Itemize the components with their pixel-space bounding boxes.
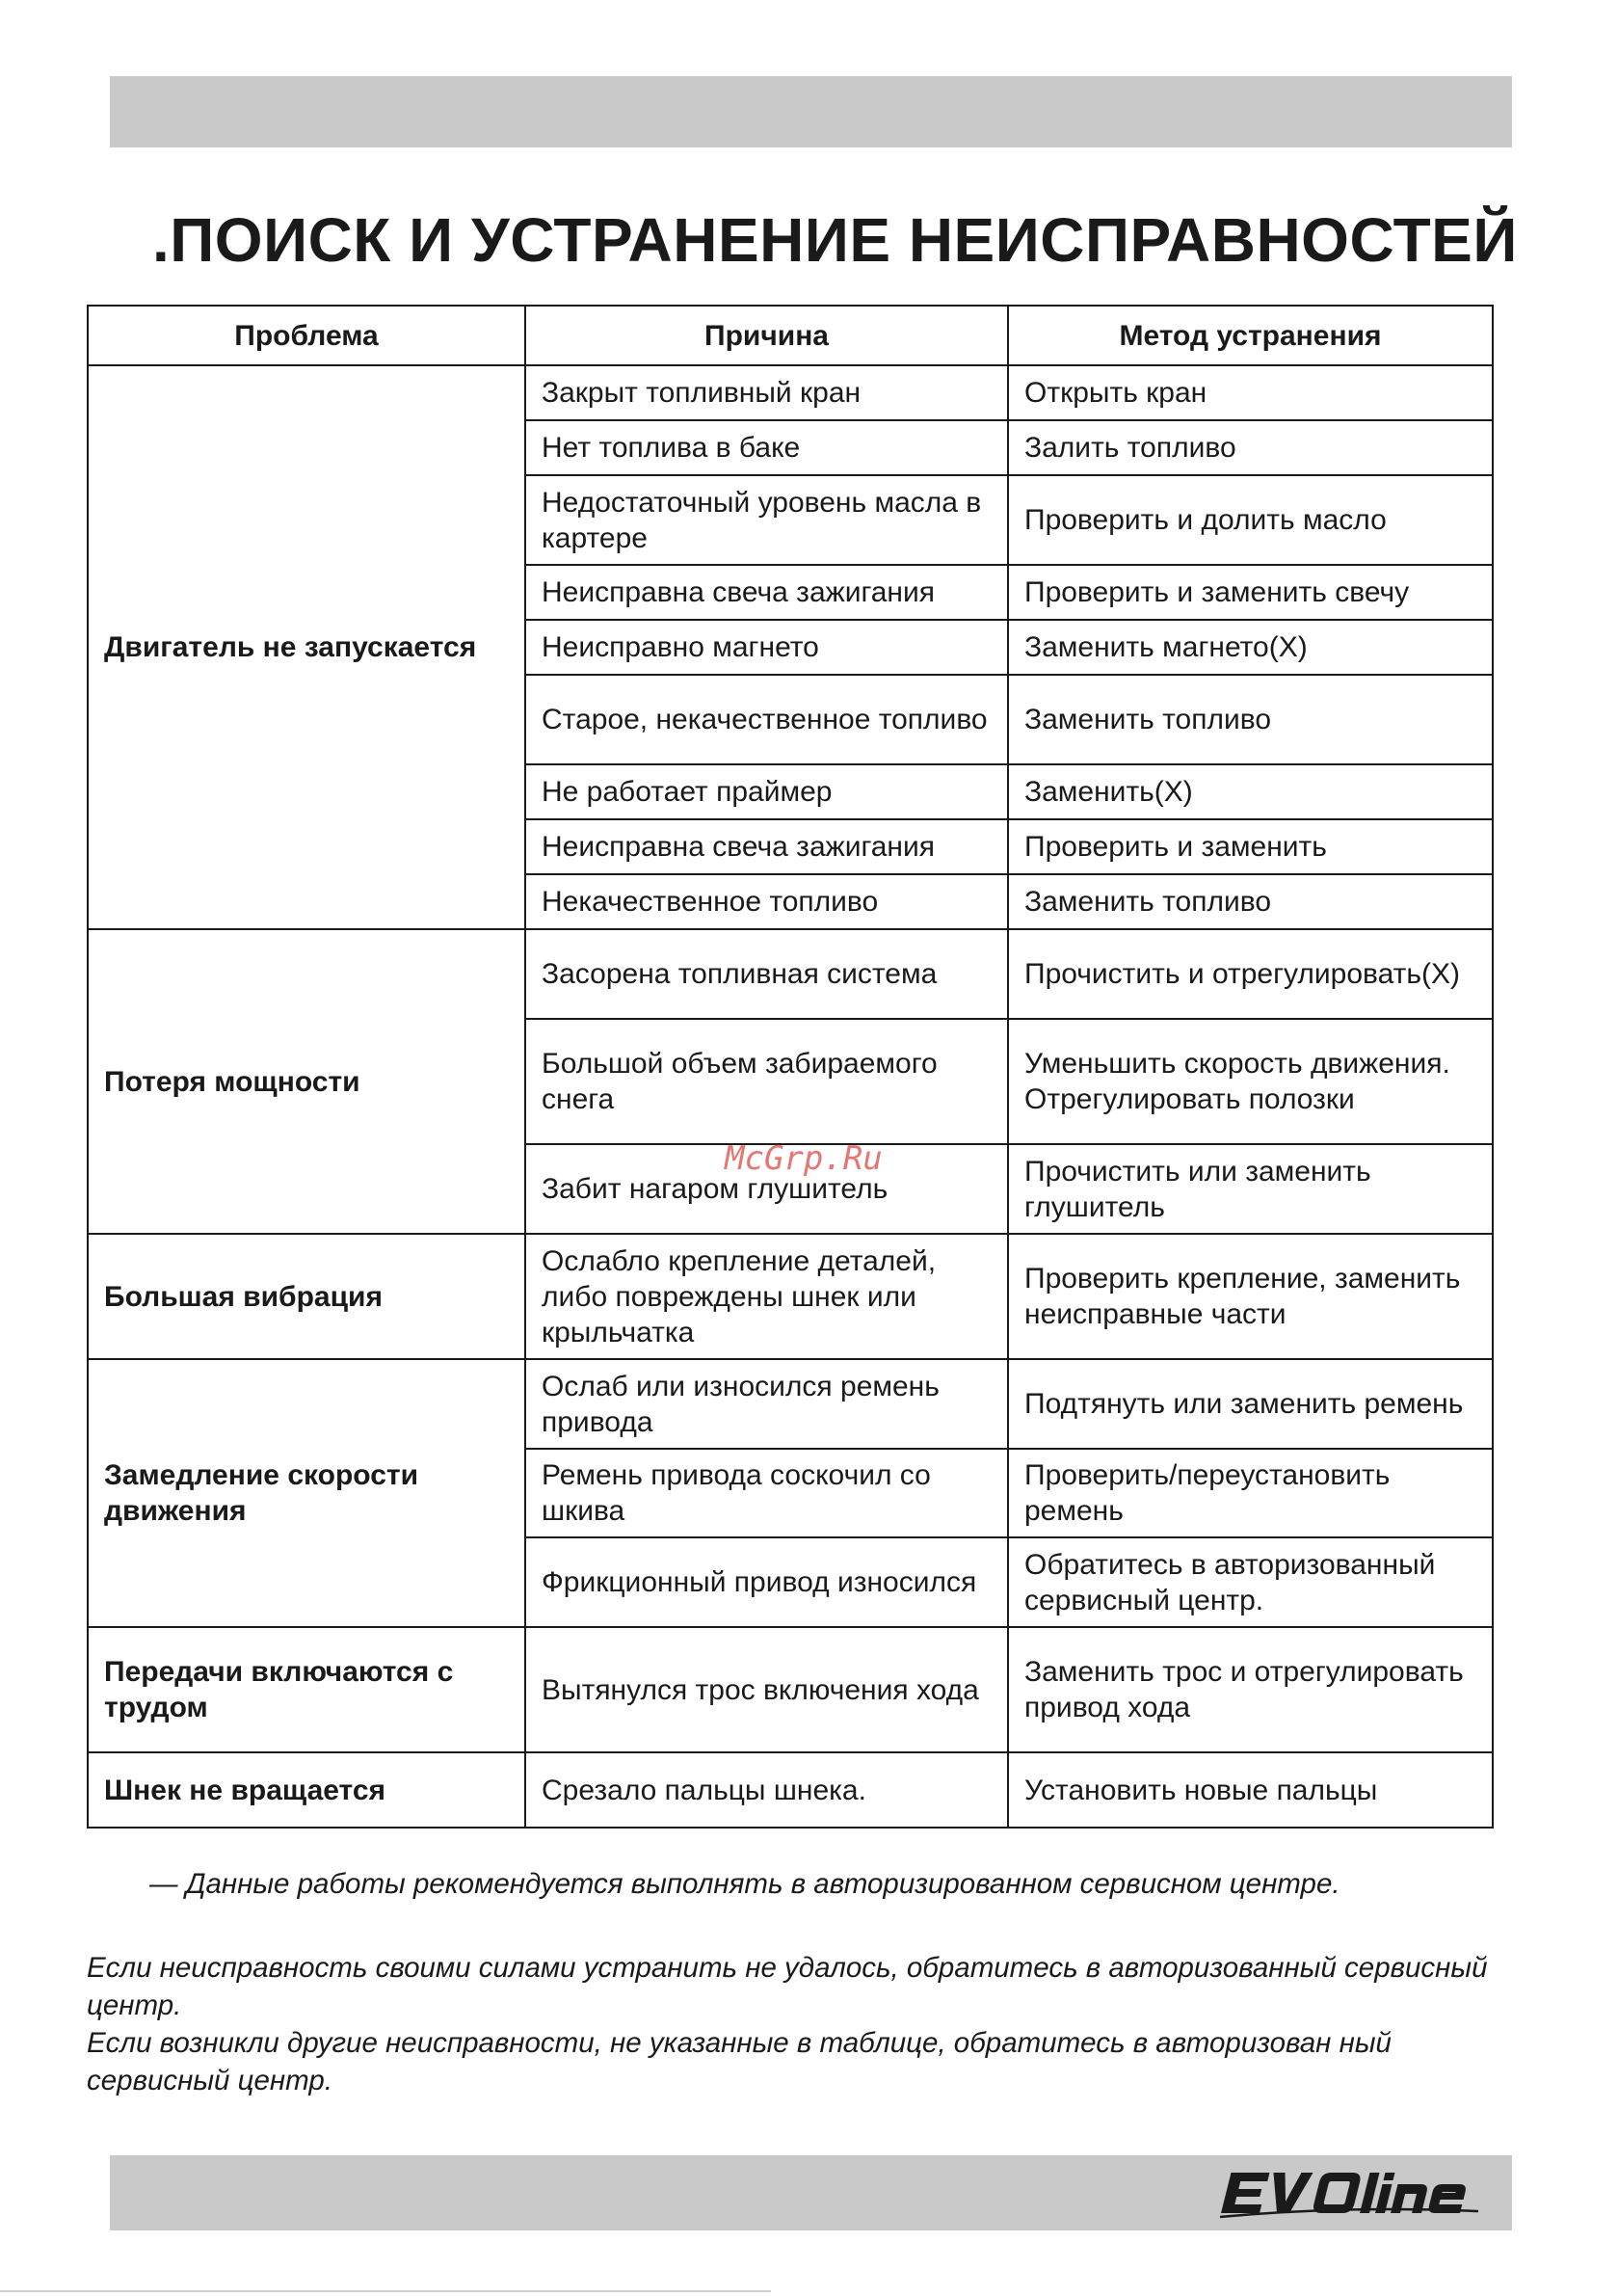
cause-cell: Неисправна свеча зажигания — [525, 819, 1008, 874]
problem-cell: Потеря мощности — [88, 929, 525, 1234]
fix-cell: Подтянуть или заменить ремень — [1008, 1359, 1493, 1449]
cause-cell: Ослаб или износился ремень привода — [525, 1359, 1008, 1449]
header-cause: Причина — [525, 306, 1008, 365]
fix-cell: Проверить/переустановить ремень — [1008, 1449, 1493, 1537]
footer-divider — [0, 2290, 771, 2292]
problem-cell: Передачи включаются с трудом — [88, 1627, 525, 1752]
fix-cell: Заменить(X) — [1008, 764, 1493, 819]
evoline-logo-icon — [1212, 2163, 1482, 2223]
cause-cell: Недостаточный уровень масла в картере — [525, 475, 1008, 565]
fix-cell: Проверить и заменить свечу — [1008, 565, 1493, 620]
fix-cell: Заменить топливо — [1008, 874, 1493, 929]
header-fix: Метод устранения — [1008, 306, 1493, 365]
cause-cell: Ремень привода соскочил со шкива — [525, 1449, 1008, 1537]
cause-cell: Фрикционный привод износился — [525, 1537, 1008, 1627]
fix-cell: Проверить и заменить — [1008, 819, 1493, 874]
cause-cell: Большой объем забираемого снега — [525, 1019, 1008, 1144]
cause-cell: Закрыт топливный кран — [525, 365, 1008, 420]
fix-cell: Залить топливо — [1008, 420, 1493, 475]
problem-cell: Большая вибрация — [88, 1234, 525, 1359]
problem-cell: Замедление скорости движения — [88, 1359, 525, 1627]
problem-cell: Двигатель не запускается — [88, 365, 525, 929]
cause-cell: Некачественное топливо — [525, 874, 1008, 929]
cause-cell: Старое, некачественное топливо — [525, 675, 1008, 764]
cause-cell: Забит нагаром глушитель — [525, 1144, 1008, 1234]
fix-cell: Прочистить или заменить глушитель — [1008, 1144, 1493, 1234]
fix-cell: Уменьшить скорость движения. Отрегулировать полозки — [1008, 1019, 1493, 1144]
cause-cell: Срезало пальцы шнека. — [525, 1752, 1008, 1828]
table-row — [88, 1359, 1493, 1449]
fix-cell: Заменить топливо — [1008, 675, 1493, 764]
fix-cell: Установить новые пальцы — [1008, 1752, 1493, 1828]
table-row — [88, 1627, 1493, 1752]
fix-cell: Обратитесь в авторизованный сервисный центр. — [1008, 1537, 1493, 1627]
problem-cell: Шнек не вращается — [88, 1752, 525, 1828]
cause-cell: Ослабло крепление деталей, либо повреждены шнек или крыльчатка — [525, 1234, 1008, 1359]
cause-cell: Засорена топливная система — [525, 929, 1008, 1019]
table-row — [88, 1234, 1493, 1359]
table-row — [88, 1752, 1493, 1828]
brand-logo — [1212, 2163, 1482, 2223]
fix-cell: Заменить магнето(X) — [1008, 620, 1493, 675]
fix-cell: Проверить и долить масло — [1008, 475, 1493, 565]
troubleshooting-table — [87, 305, 1494, 1829]
cause-cell: Нет топлива в баке — [525, 420, 1008, 475]
fix-cell: Проверить крепление, заменить неисправные части — [1008, 1234, 1493, 1359]
note-paragraph: Если возникли другие неисправности, не указанные в таблице, обратитесь в авторизован ный сервисный центр. — [87, 2027, 1392, 2096]
table-header-row — [88, 306, 1493, 365]
cause-cell: Неисправно магнето — [525, 620, 1008, 675]
header-problem: Проблема — [88, 306, 525, 365]
service-note: — Данные работы рекомендуется выполнять в авторизированном сервисном центре. — [149, 1868, 1340, 1900]
fix-cell: Заменить трос и отрегулировать привод хода — [1008, 1627, 1493, 1752]
cause-cell: Вытянулся трос включения хода — [525, 1627, 1008, 1752]
cause-cell: Не работает праймер — [525, 764, 1008, 819]
watermark: McGrp.Ru — [725, 1139, 883, 1178]
cause-cell: Неисправна свеча зажигания — [525, 565, 1008, 620]
table-row — [88, 929, 1493, 1019]
table-row — [88, 365, 1493, 420]
fix-cell: Открыть кран — [1008, 365, 1493, 420]
page-title: .ПОИСК И УСТРАНЕНИЕ НЕИСПРАВНОСТЕЙ — [152, 205, 1518, 275]
header-bar — [110, 76, 1512, 147]
fix-cell: Прочистить и отрегулировать(X) — [1008, 929, 1493, 1019]
note-paragraph: Если неисправность своими силами устранить не удалось, обратитесь в авторизованный сервисный центр. — [87, 1952, 1488, 2021]
